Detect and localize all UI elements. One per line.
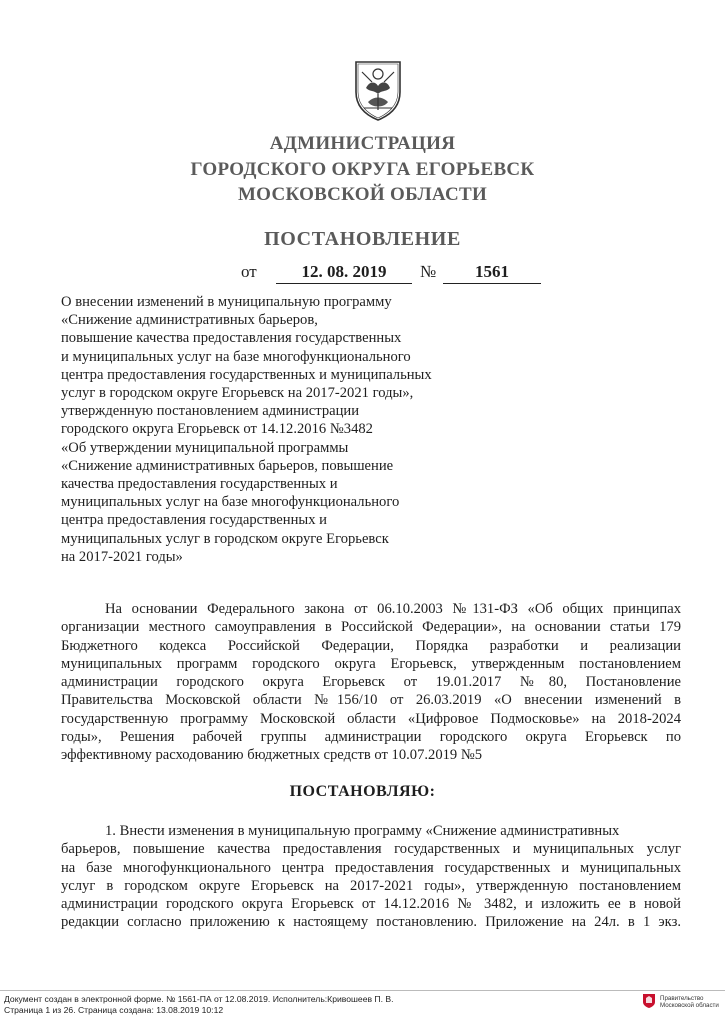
item-line: на базе многофункционального центра предоставления государственных и муниципальных xyxy=(61,859,681,876)
subject-line: центра предоставления государственных и муниципальных xyxy=(61,366,432,383)
moscow-oblast-government-label xyxy=(660,995,719,1009)
subject-line: на 2017-2021 годы» xyxy=(61,548,183,565)
subject-line: О внесении изменений в муниципальную программу xyxy=(61,294,392,310)
footer-divider xyxy=(0,990,725,991)
basis-line: государственную программу Московской области «Цифровое Подмосковье» на 2018-2024 xyxy=(61,710,681,727)
item-line: администрации городского округа Егорьевск от 14.12.2016 № 3482, и изложить ее в новой xyxy=(61,896,681,913)
agency-name-line-1: АДМИНИСТРАЦИЯ xyxy=(269,133,456,154)
item-line: услуг в городском округе Егорьевск на 2017-2021 годы», утвержденную постановлением xyxy=(61,877,681,894)
number-label: № xyxy=(420,262,437,281)
document-subject xyxy=(61,293,501,566)
number-underline xyxy=(443,283,541,284)
moscow-oblast-logo-icon xyxy=(643,994,655,1008)
item-1-paragraph xyxy=(61,822,681,932)
subject-line: центра предоставления государственных и xyxy=(61,512,327,529)
date-underline xyxy=(276,283,412,284)
basis-line: годы», Решения рабочей группы администрации городского округа Егорьевск по xyxy=(61,729,681,746)
basis-line: На основании Федерального закона от 06.10.2003 №131-ФЗ «Об общих принципах xyxy=(105,601,681,617)
basis-line: администрации городского округа Егорьевск от 19.01.2017 №80, Постановление xyxy=(61,674,681,691)
item-line: 1. Внести изменения в муниципальную программу «Снижение административных xyxy=(105,823,620,839)
subject-line: услуг в городском округе Егорьевск на 2017-2021 годы», xyxy=(61,385,414,402)
footer-document-info: Документ создан в электронной форме. № 1561-ПА от 12.08.2019. Исполнитель:Кривошеев П. В. xyxy=(4,994,394,1004)
document-number: 1561 xyxy=(475,262,509,281)
document-date: 12. 08. 2019 xyxy=(301,262,387,281)
item-line: редакции согласно приложению к настоящему постановлению. Приложение на 24л. в 1 экз. xyxy=(61,914,681,931)
subject-line: городского округа Егорьевск от 14.12.2016 №3482 xyxy=(61,421,373,438)
electronic-document-footer xyxy=(0,990,725,1024)
resolve-heading: ПОСТАНОВЛЯЮ: xyxy=(289,783,436,800)
coat-of-arms-icon xyxy=(352,58,404,122)
subject-line: муниципальных услуг в городском округе Егорьевск xyxy=(61,530,389,547)
subject-line: муниципальных услуг на базе многофункционального xyxy=(61,494,400,511)
gov-label-line-1: Правительство xyxy=(660,995,704,1002)
item-line: барьеров, повышение качества предоставления государственных и муниципальных услуг xyxy=(61,841,681,858)
basis-paragraph xyxy=(61,600,681,765)
gov-label-line-2: Московской области xyxy=(660,1002,719,1009)
basis-line: Бюджетного кодекса Российской Федерации, Порядка разработки и реализации xyxy=(61,637,681,654)
subject-line: повышение качества предоставления государственных xyxy=(61,330,402,347)
date-label: от xyxy=(241,262,257,281)
basis-line: муниципальных программ городского округа Егорьевск, утвержденным постановлением xyxy=(61,655,681,672)
subject-line: утвержденную постановлением администрации xyxy=(61,403,360,420)
basis-line: эффективному расходованию бюджетных средств от 10.07.2019 №5 xyxy=(61,747,483,764)
subject-line: «Снижение административных барьеров, повышение xyxy=(61,457,394,474)
document-type-title: ПОСТАНОВЛЕНИЕ xyxy=(264,228,461,250)
agency-name-line-2: ГОРОДСКОГО ОКРУГА ЕГОРЬЕВСК xyxy=(190,159,535,180)
subject-line: «Об утверждении муниципальной программы xyxy=(61,439,349,456)
subject-line: «Снижение административных барьеров, xyxy=(61,312,318,329)
subject-line: и муниципальных услуг на базе многофункционального xyxy=(61,348,411,365)
footer-page-info: Страница 1 из 26. Страница создана: 13.08.2019 10:12 xyxy=(4,1005,224,1015)
basis-line: Правительства Московской области №156/10 от 26.03.2019 «О внесении изменений в xyxy=(61,692,681,709)
agency-name-line-3: МОСКОВСКОЙ ОБЛАСТИ xyxy=(237,184,488,205)
subject-line: качества предоставления государственных и xyxy=(61,476,338,493)
basis-line: организации местного самоуправления в Российской Федерации», на основании статьи 179 xyxy=(61,619,681,636)
